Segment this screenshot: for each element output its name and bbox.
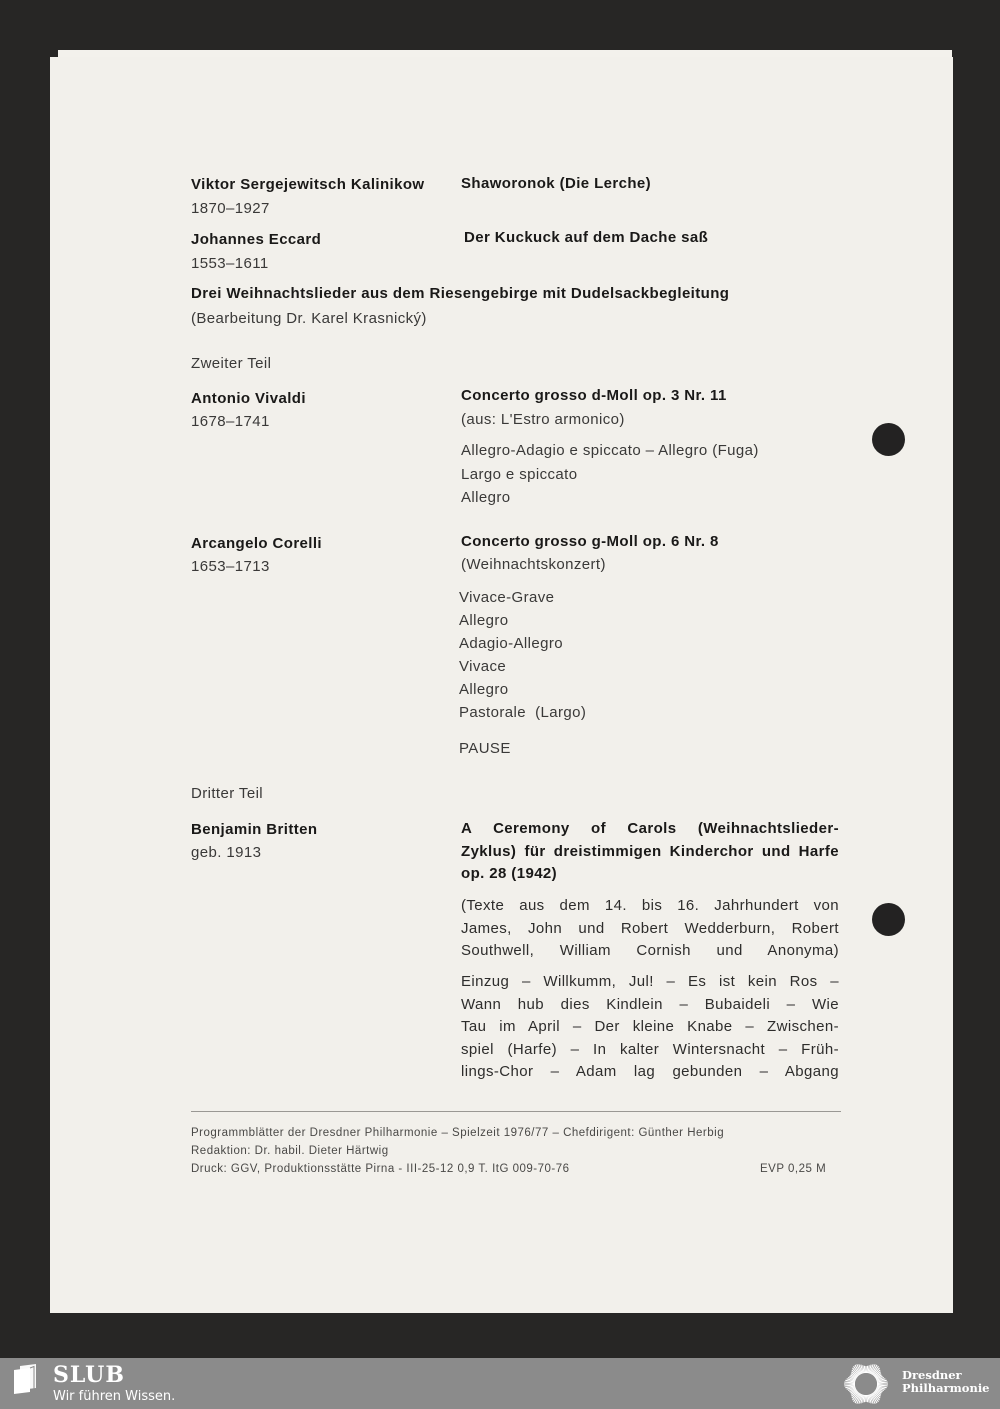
movement: Largo e spiccato <box>461 466 578 483</box>
work-title-line: Zyklus) für dreistimmigen Kinderchor und Harfe <box>461 842 839 860</box>
movement: Allegro <box>459 681 509 698</box>
punch-hole <box>872 423 905 456</box>
composer-dates: geb. 1913 <box>191 844 262 861</box>
movement: Allegro <box>459 612 509 629</box>
movement: Pastorale (Largo) <box>459 704 587 721</box>
slub-tagline: Wir führen Wissen. <box>53 1389 176 1404</box>
composer-name: Benjamin Britten <box>191 821 318 838</box>
composer-name: Johannes Eccard <box>191 231 322 248</box>
composer-name: Arcangelo Corelli <box>191 535 322 552</box>
work-title: Shaworonok (Die Lerche) <box>461 175 652 192</box>
movement: Allegro-Adagio e spiccato – Allegro (Fuga) <box>461 442 759 459</box>
punch-hole <box>872 903 905 936</box>
section-heading: Dritter Teil <box>191 785 264 802</box>
partner-name-line: Dresdner <box>902 1368 962 1382</box>
composer-name: Viktor Sergejewitsch Kalinikow <box>191 176 425 193</box>
composer-dates: 1870–1927 <box>191 200 270 217</box>
work-sections <box>461 971 839 1084</box>
work-title: Concerto grosso g-Moll op. 6 Nr. 8 <box>461 533 719 550</box>
sections-line: Einzug – Willkumm, Jul! – Es ist kein Ros – <box>461 973 839 990</box>
footer-editor-line: Redaktion: Dr. habil. Dieter Härtwig <box>191 1145 389 1157</box>
footer-publisher-line: Programmblätter der Dresdner Philharmonie – Spielzeit 1976/77 – Chefdirigent: Günther Herbig <box>191 1127 725 1139</box>
logo-ray <box>867 1366 868 1373</box>
work-subtitle: (aus: L'Estro armonico) <box>461 411 625 428</box>
work-arrangement: (Bearbeitung Dr. Karel Krasnický) <box>191 310 427 327</box>
sections-line: lings-Chor – Adam lag gebunden – Abgang <box>461 1063 839 1080</box>
work-title-line: op. 28 (1942) <box>461 865 558 882</box>
logo-ray <box>867 1395 868 1402</box>
partner-logo-text[interactable] <box>902 1369 990 1395</box>
texts-line: (Texte aus dem 14. bis 16. Jahrhundert von <box>461 897 839 914</box>
section-heading: Zweiter Teil <box>191 355 272 372</box>
movement: Adagio-Allegro <box>459 635 563 652</box>
sections-line: spiel (Harfe) – In kalter Wintersnacht – Früh- <box>461 1040 839 1058</box>
viewer-footer-bar <box>0 1358 1000 1409</box>
composer-name: Antonio Vivaldi <box>191 390 306 407</box>
logo-ray <box>864 1395 865 1402</box>
work-title: Concerto grosso d-Moll op. 3 Nr. 11 <box>461 387 727 404</box>
work-title: Der Kuckuck auf dem Dache saß <box>464 229 709 246</box>
work-title <box>461 818 839 886</box>
radiant-ring-icon <box>840 1361 892 1407</box>
work-subtitle: (Weihnachtskonzert) <box>461 556 606 573</box>
footer-print-line: Druck: GGV, Produktionsstätte Pirna - III-25-12 0,9 T. ItG 009-70-76 <box>191 1163 570 1175</box>
footer-price: EVP 0,25 M <box>760 1163 827 1175</box>
movement: Vivace <box>459 658 507 675</box>
book-pages-icon <box>14 1364 40 1394</box>
movement: Vivace-Grave <box>459 589 555 606</box>
composer-dates: 1653–1713 <box>191 558 270 575</box>
work-title: Drei Weihnachtslieder aus dem Riesengebirge mit Dudelsackbegleitung <box>191 285 730 302</box>
program-page <box>50 57 953 1313</box>
composer-dates: 1553–1611 <box>191 255 269 272</box>
composer-dates: 1678–1741 <box>191 413 270 430</box>
work-title-line: A Ceremony of Carols (Weihnachtslieder- <box>461 820 839 837</box>
slub-logo-title[interactable]: SLUB <box>53 1362 125 1388</box>
logo-ray <box>864 1366 865 1373</box>
sections-line: Tau im April – Der kleine Knabe – Zwischen- <box>461 1018 839 1035</box>
sections-line: Wann hub dies Kindlein – Bubaideli – Wie <box>461 995 839 1013</box>
intermission-label: PAUSE <box>459 740 511 757</box>
texts-line: James, John und Robert Wedderburn, Robert <box>461 919 839 937</box>
movement: Allegro <box>461 489 511 506</box>
texts-line: Southwell, William Cornish und Anonyma) <box>461 942 839 959</box>
work-texts-note <box>461 895 839 963</box>
partner-name-line: Philharmonie <box>902 1381 990 1395</box>
footer-divider <box>191 1111 841 1112</box>
